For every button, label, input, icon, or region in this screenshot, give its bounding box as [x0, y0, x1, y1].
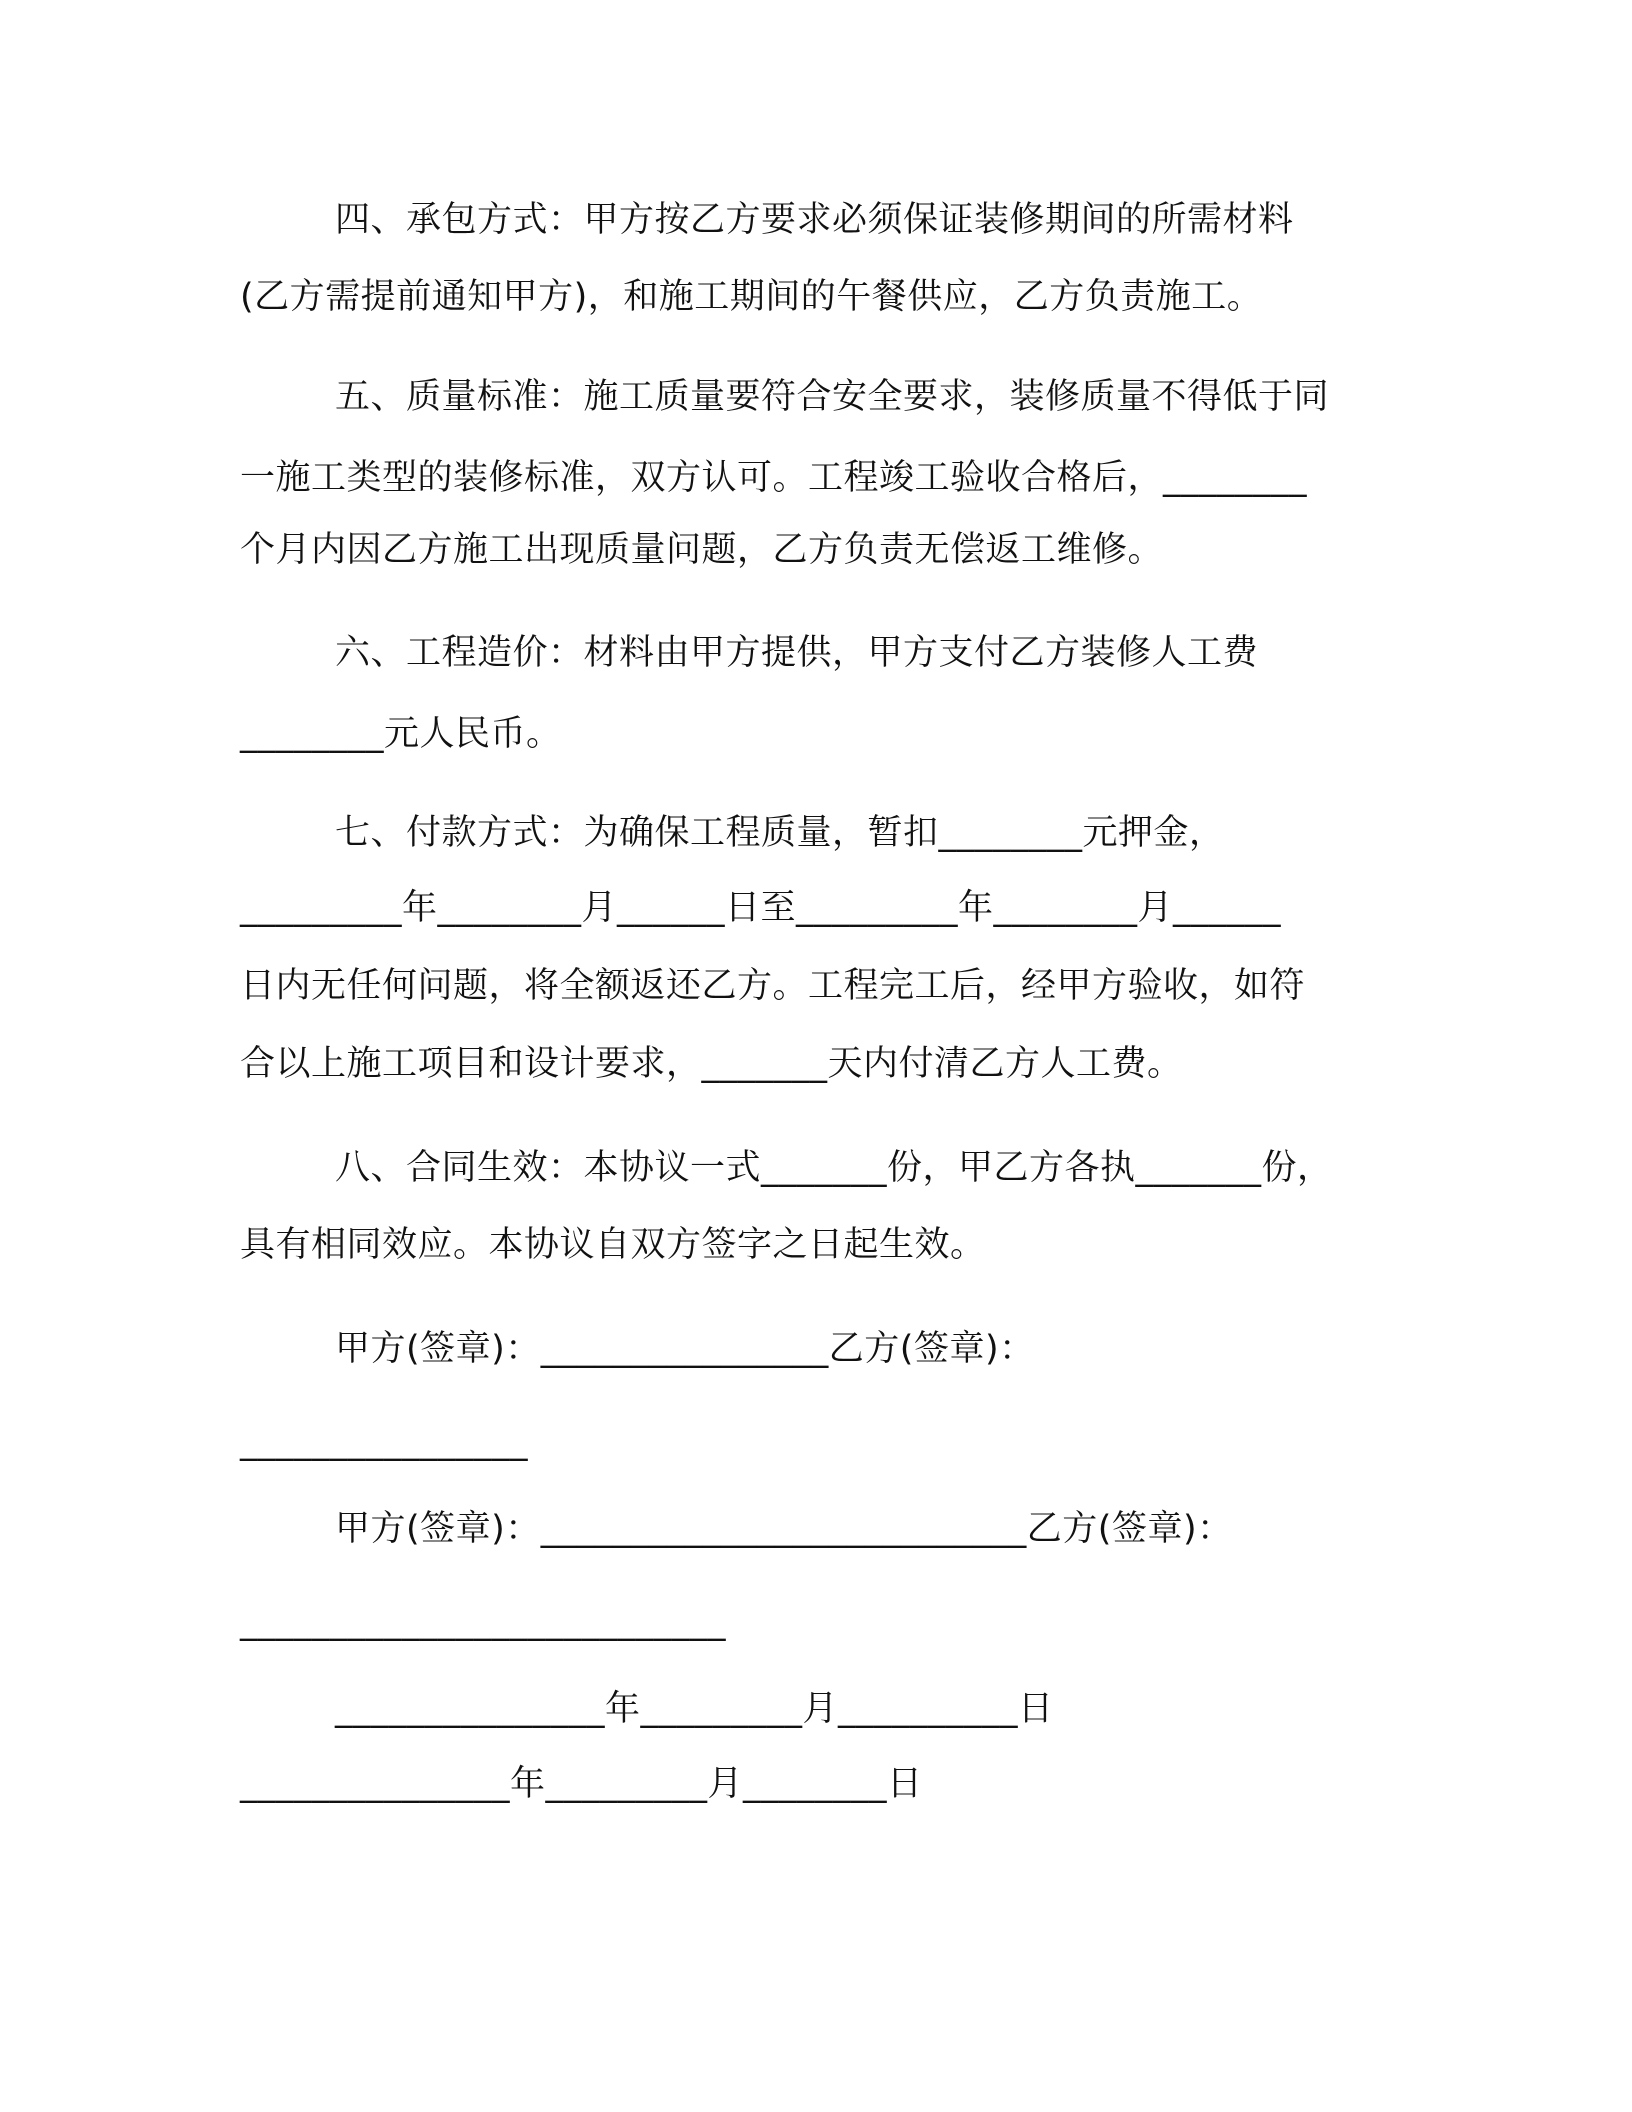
section-project-cost-line-2: ________元人民币。 [240, 714, 562, 754]
section-payment-method-line-4: 合以上施工项目和设计要求，_______天内付清乙方人工费。 [240, 1044, 1183, 1084]
section-payment-method-line-2: _________年________月______日至_________年________月______ [240, 888, 1282, 928]
signature-block-1-line-1: 甲方(签章)：________________乙方(签章)： [335, 1329, 1035, 1369]
signature-date-line-2: _______________年_________月________日 [240, 1764, 923, 1804]
section-quality-standard-line-3: 个月内因乙方施工出现质量问题，乙方负责无偿返工维修。 [240, 530, 1164, 570]
section-payment-method-line-3: 日内无任何问题，将全额返还乙方。工程完工后，经甲方验收，如符 [240, 966, 1306, 1006]
section-project-cost-line-1: 六、工程造价：材料由甲方提供，甲方支付乙方装修人工费 [335, 633, 1259, 673]
section-contract-effect-line-1: 八、合同生效：本协议一式_______份，甲乙方各执_______份， [335, 1148, 1333, 1188]
signature-block-2-line-1: 甲方(签章)：___________________________乙方(签章)： [335, 1509, 1233, 1549]
section-quality-standard-line-2: 一施工类型的装修标准，双方认可。工程竣工验收合格后，________ [240, 458, 1308, 498]
section-contract-method-line-2: (乙方需提前通知甲方)，和施工期间的午餐供应，乙方负责施工。 [240, 277, 1263, 317]
section-payment-method-line-1: 七、付款方式：为确保工程质量，暂扣________元押金， [335, 813, 1225, 853]
signature-block-2-line-2: ___________________________ [240, 1602, 726, 1642]
section-contract-method-line-1: 四、承包方式：甲方按乙方要求必须保证装修期间的所需材料 [335, 200, 1294, 240]
signature-block-1-line-2: ________________ [240, 1422, 528, 1462]
section-contract-effect-line-2: 具有相同效应。本协议自双方签字之日起生效。 [240, 1225, 986, 1265]
signature-date-line-1: _______________年_________月__________日 [335, 1689, 1054, 1729]
section-quality-standard-line-1: 五、质量标准：施工质量要符合安全要求，装修质量不得低于同 [335, 377, 1330, 417]
